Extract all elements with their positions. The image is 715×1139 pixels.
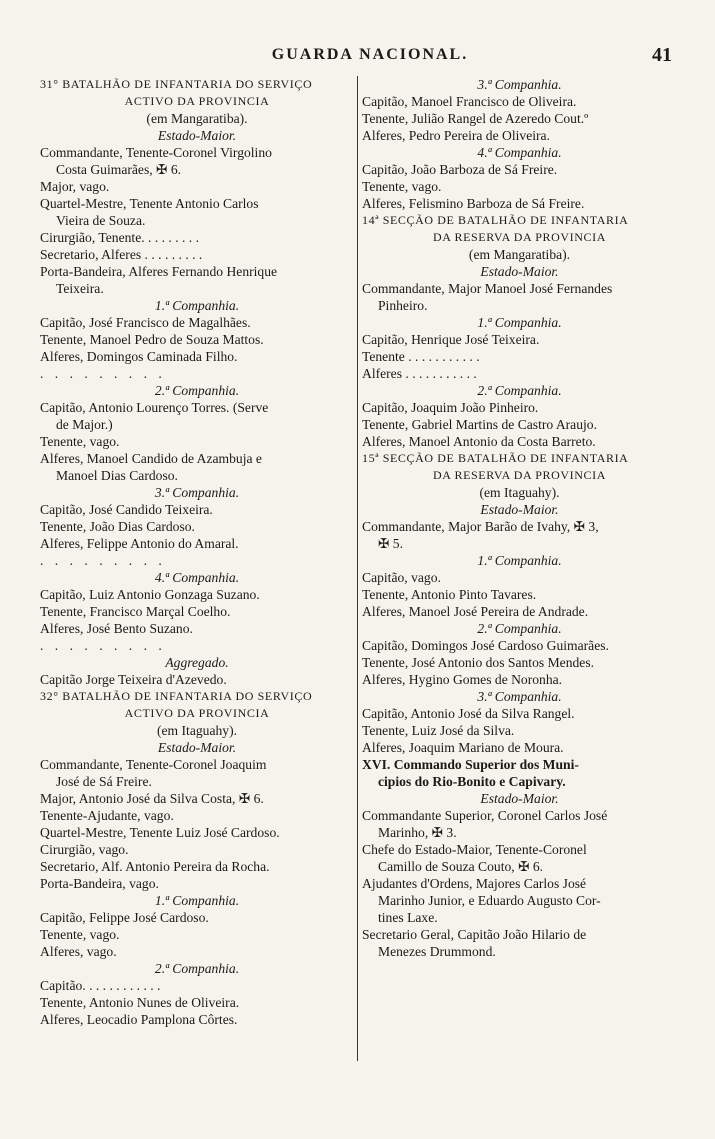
left-column-line: Alferes, Felippe Antonio do Amaral. [40,536,239,551]
left-column-line: de Major.) [56,417,113,432]
left-column-line: Porta-Bandeira, vago. [40,876,159,891]
right-column-line: Capitão, João Barboza de Sá Freire. [362,162,558,177]
right-column-line: Capitão, vago. [362,570,441,585]
right-column-line: ✠ 5. [378,536,403,551]
left-column-line: 3.ª Companhia. [154,485,240,500]
right-column-line: Tenente, Antonio Pinto Tavares. [362,587,537,602]
left-column-line: Major, vago. [40,179,110,194]
left-column-line: 4.ª Companhia. [154,570,240,585]
column-divider [357,76,358,1061]
left-column-line: Capitão, Felippe José Cardoso. [40,910,209,925]
right-column-line: DA RESERVA DA PROVINCIA [433,468,606,482]
left-column-line: 32° BATALHÃO DE INFANTARIA DO SERVIÇO [40,689,313,703]
page-title: GUARDA NACIONAL. [271,46,469,63]
right-column-line: Capitão, Henrique José Teixeira. [362,332,540,347]
right-column-line: Commandante, Major Manoel José Fernandes [362,281,613,296]
left-column-line: ACTIVO DA PROVINCIA [124,94,270,108]
page-number: 41 [652,44,672,66]
left-column-line: 1.ª Companhia. [154,893,240,908]
left-column-line: Cirurgião, vago. [40,842,129,857]
left-column-line: Commandante, Tenente-Coronel Joaquim [40,757,267,772]
right-column-line: Capitão, Domingos José Cardoso Guimarães. [362,638,609,653]
left-column-line: Capitão Jorge Teixeira d'Azevedo. [40,672,227,687]
right-column-line: Capitão, Antonio José da Silva Rangel. [362,706,575,721]
right-column-line: XVI. Commando Superior dos Muni- [362,757,579,772]
right-column-line: 2.ª Companhia. [477,383,562,398]
left-column-line: Capitão. . . . . . . . . . . . [40,978,161,993]
left-column-line: Alferes, Domingos Caminada Filho. [40,349,238,364]
right-column-line: Estado-Maior. [480,791,559,806]
left-column-line: . . . . . . . . . [40,638,166,653]
right-column-line: Secretario Geral, Capitão João Hilario de [362,927,587,942]
right-column-line: Capitão, Manoel Francisco de Oliveira. [362,94,577,109]
left-column-line: Manoel Dias Cardoso. [56,468,178,483]
left-column-line: 31° BATALHÃO DE INFANTARIA DO SERVIÇO [40,77,313,91]
left-column-line: Alferes, Manoel Candido de Azambuja e [40,451,262,466]
right-column-line: Alferes, Pedro Pereira de Oliveira. [362,128,550,143]
left-column-line: Tenente, Francisco Marçal Coelho. [40,604,231,619]
left-column-line: Cirurgião, Tenente. . . . . . . . . [40,230,200,245]
left-column-line: Alferes, Leocadio Pamplona Côrtes. [40,1012,238,1027]
right-column-line: 1.ª Companhia. [477,315,562,330]
right-column-line: 1.ª Companhia. [477,553,562,568]
right-column-line: Capitão, Joaquim João Pinheiro. [362,400,539,415]
left-column-line: Vieira de Souza. [56,213,146,228]
left-column-line: (em Mangaratiba). [146,111,248,126]
left-column-line: Tenente, João Dias Cardoso. [40,519,195,534]
right-column-line: Tenente, Julião Rangel de Azeredo Cout.º [362,111,589,126]
right-column-line: Menezes Drummond. [378,944,496,959]
left-column-line: Tenente, Manoel Pedro de Souza Mattos. [40,332,264,347]
right-column-line: 14ª SECÇÃO DE BATALHÃO DE INFANTARIA [362,213,629,227]
left-column-line: (em Itaguahy). [156,723,238,738]
right-column-line: Tenente . . . . . . . . . . . [362,349,480,364]
left-column-line: Alferes, José Bento Suzano. [40,621,193,636]
left-column-line: Capitão, José Candido Teixeira. [40,502,213,517]
left-column-line: Tenente, Antonio Nunes de Oliveira. [40,995,240,1010]
left-column-line: Capitão, José Francisco de Magalhães. [40,315,251,330]
left-column-line: Teixeira. [56,281,104,296]
left-column-line: . . . . . . . . . [40,553,166,568]
left-column-line: Quartel-Mestre, Tenente Antonio Carlos [40,196,259,211]
right-column-line: Estado-Maior. [480,502,559,517]
right-column-line: Pinheiro. [378,298,428,313]
left-column-line: Secretario, Alf. Antonio Pereira da Rocha. [40,859,270,874]
right-column-line: 4.ª Companhia. [477,145,562,160]
right-column-line: Ajudantes d'Ordens, Majores Carlos José [362,876,587,891]
left-column-line: Aggregado. [165,655,229,670]
left-column-line: Tenente, vago. [40,927,120,942]
right-column-line: Alferes, Joaquim Mariano de Moura. [362,740,564,755]
left-column-line: Tenente-Ajudante, vago. [40,808,174,823]
right-column-line: Camillo de Souza Couto, ✠ 6. [378,859,544,874]
left-column-line: 2.ª Companhia. [154,961,240,976]
left-column-line: . . . . . . . . . [40,366,166,381]
right-column-line: Tenente, Gabriel Martins de Castro Araujo. [362,417,597,432]
right-column-line: Tenente, Luiz José da Silva. [362,723,515,738]
left-column-line: ACTIVO DA PROVINCIA [124,706,270,720]
right-column-line: Estado-Maior. [480,264,559,279]
page-header [40,46,680,76]
right-column-line: 3.ª Companhia. [477,689,562,704]
left-column-line: Estado-Maior. [157,740,237,755]
left-column-line: Major, Antonio José da Silva Costa, ✠ 6. [40,791,264,806]
left-column-line: Capitão, Luiz Antonio Gonzaga Suzano. [40,587,260,602]
right-column-line: 2.ª Companhia. [477,621,562,636]
right-column-line: cipios do Rio-Bonito e Capivary. [378,774,566,789]
right-column [362,76,677,960]
left-column-line: Porta-Bandeira, Alferes Fernando Henrique [40,264,278,279]
right-column-line: Alferes, Hygino Gomes de Noronha. [362,672,563,687]
right-column-line: Alferes . . . . . . . . . . . [362,366,477,381]
right-column-line: Marinho, ✠ 3. [378,825,457,840]
right-column-line: 15ª SECÇÃO DE BATALHÃO DE INFANTARIA [362,451,629,465]
right-column-line: (em Mangaratiba). [468,247,571,262]
right-column-line: Commandante Superior, Coronel Carlos José [362,808,608,823]
left-column-line: Quartel-Mestre, Tenente Luiz José Cardoso. [40,825,280,840]
right-column-line: Alferes, Manoel José Pereira de Andrade. [362,604,589,619]
left-column-line: Estado-Maior. [157,128,237,143]
right-column-line: DA RESERVA DA PROVINCIA [433,230,606,244]
left-column-line: Secretario, Alferes . . . . . . . . . [40,247,203,262]
left-column-line: Tenente, vago. [40,434,120,449]
left-column-line: Capitão, Antonio Lourenço Torres. (Serve [40,400,269,415]
left-column-line: Costa Guimarães, ✠ 6. [56,162,182,177]
left-column-line: 1.ª Companhia. [154,298,240,313]
left-column [40,76,354,1028]
left-column-line: José de Sá Freire. [56,774,152,789]
left-column-line: Alferes, vago. [40,944,117,959]
right-column-line: 3.ª Companhia. [477,77,562,92]
right-column-line: Commandante, Major Barão de Ivahy, ✠ 3, [362,519,599,534]
right-column-line: Chefe do Estado-Maior, Tenente-Coronel [362,842,587,857]
right-column-line: Alferes, Manoel Antonio da Costa Barreto. [362,434,596,449]
right-column-line: tines Laxe. [378,910,438,925]
right-column-line: Marinho Junior, e Eduardo Augusto Cor- [378,893,601,908]
right-column-line: Tenente, José Antonio dos Santos Mendes. [362,655,595,670]
left-column-line: Commandante, Tenente-Coronel Virgolino [40,145,272,160]
left-column-line: 2.ª Companhia. [154,383,240,398]
right-column-line: Alferes, Felismino Barboza de Sá Freire. [362,196,585,211]
right-column-line: (em Itaguahy). [479,485,560,500]
right-column-line: Tenente, vago. [362,179,442,194]
